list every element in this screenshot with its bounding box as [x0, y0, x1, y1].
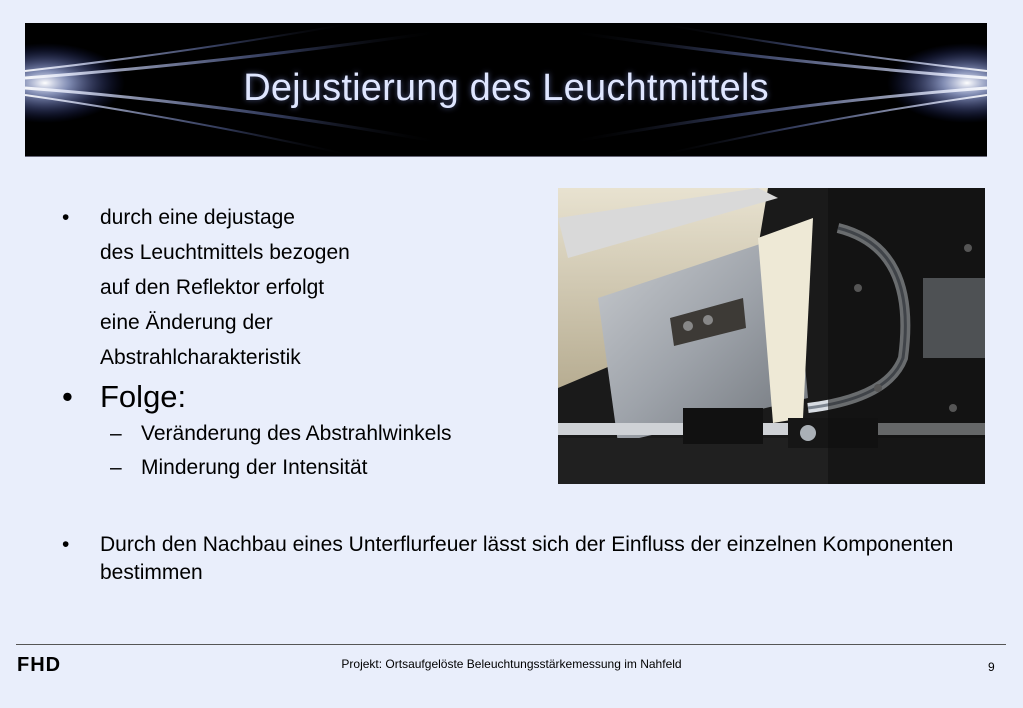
footer-divider: [16, 644, 1006, 645]
bullet-item-nachbau: [62, 531, 980, 587]
bullet-icon: •: [62, 379, 73, 414]
fhd-logo: FHD: [17, 654, 62, 676]
bullet-list: [62, 200, 542, 485]
sub-bullet-text: Minderung der Intensität: [141, 456, 368, 479]
sub-bullet-item: [62, 451, 542, 485]
bullet-item-dejustage: [62, 200, 542, 375]
dash-icon: –: [110, 456, 122, 479]
bullet-icon: •: [62, 206, 70, 229]
bullet-line: durch eine dejustage: [100, 206, 295, 229]
page-number: 9: [988, 660, 995, 674]
sub-bullet-text: Veränderung des Abstrahlwinkels: [141, 422, 452, 445]
bullet-item-folge: [62, 377, 542, 417]
bullet-line: eine Änderung der: [100, 311, 273, 334]
dash-icon: –: [110, 422, 122, 445]
bullet-icon: •: [62, 533, 70, 556]
footer-project-text: Projekt: Ortsaufgelöste Beleuchtungsstärkemessung im Nahfeld: [341, 657, 682, 671]
bullet-text: Durch den Nachbau eines Unterflurfeuer lässt sich der Einfluss der einzelnen Komponenten bestimmen: [100, 533, 954, 584]
lab-setup-photo: [558, 188, 985, 484]
lab-setup-image: [558, 188, 985, 484]
bullet-line: des Leuchtmittels bezogen: [100, 241, 350, 264]
bullet-line: Abstrahlcharakteristik: [100, 346, 301, 369]
sub-bullet-item: [62, 417, 542, 451]
bullet-line: auf den Reflektor erfolgt: [100, 276, 325, 299]
title-banner: [25, 23, 987, 157]
bullet-heading: Folge:: [100, 379, 187, 414]
page-title: Dejustierung des Leuchtmittels: [243, 67, 769, 109]
